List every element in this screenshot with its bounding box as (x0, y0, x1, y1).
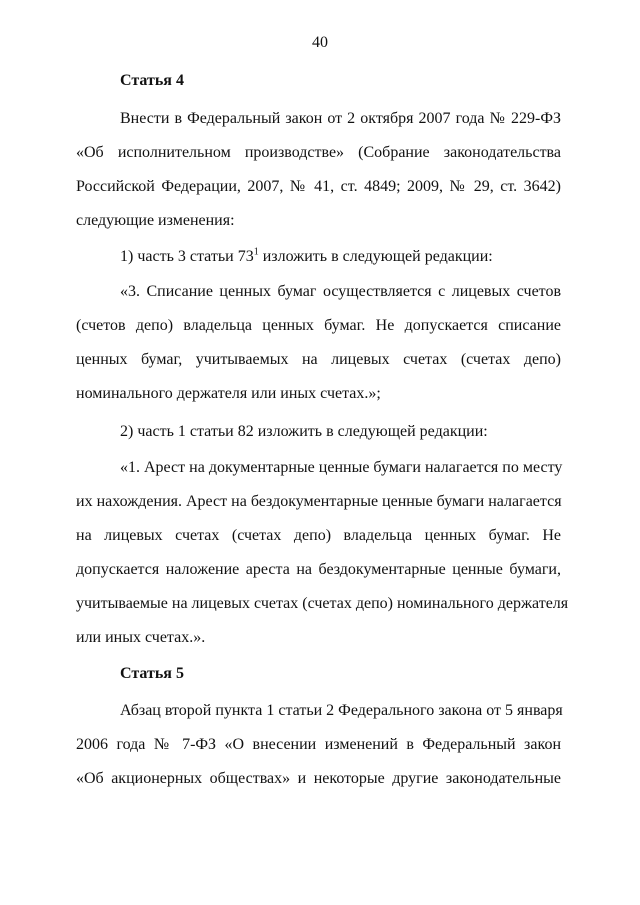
quote-line: учитываемые на лицевых счетах (счетах депо) номинального держателя (76, 595, 569, 612)
article-5-heading: Статья 5 (120, 665, 184, 682)
page-number: 40 (312, 34, 328, 51)
quote-line: «1. Арест на документарные ценные бумаги налагается по месту (120, 459, 563, 476)
paragraph-line: Абзац второй пункта 1 статьи 2 Федерального закона от 5 января (120, 702, 563, 719)
quote-line: их нахождения. Арест на бездокументарные ценные бумаги налагается (76, 493, 562, 510)
quote-line: номинального держателя или иных счетах.»; (76, 385, 381, 402)
item-1-text-end: изложить в следующей редакции: (258, 248, 493, 265)
article-4 (76, 64, 561, 98)
item-1-text: 1) часть 3 статьи 73 (120, 248, 254, 265)
article-4-item-1 (76, 240, 561, 274)
quote-line: «3. Списание ценных бумаг осуществляется с лицевых счетов (120, 283, 561, 300)
article-5-body (76, 694, 561, 796)
item-1-line (76, 240, 561, 274)
article-4-item-2 (76, 415, 561, 449)
quote-line: или иных счетах.». (76, 629, 206, 646)
article-5 (76, 657, 561, 691)
quote-line: ценных бумаг, учитываемых на лицевых счетах (счетах депо) (76, 351, 561, 368)
article-4-quote-2 (76, 451, 569, 655)
quote-line: на лицевых счетах (счетах депо) владельца ценных бумаг. Не (76, 527, 561, 544)
quote-line: (счетов депо) владельца ценных бумаг. Не допускается списание (76, 317, 561, 334)
paragraph-line: «Об исполнительном производстве» (Собрание законодательства (76, 144, 561, 161)
article-4-intro (76, 102, 561, 238)
quote-line: допускается наложение ареста на бездокументарные ценные бумаги, (76, 561, 561, 578)
article-4-quote-1 (76, 275, 561, 411)
article-4-heading: Статья 4 (120, 72, 184, 89)
paragraph-line: Российской Федерации, 2007, № 41, ст. 4849; 2009, № 29, ст. 3642) (76, 178, 561, 195)
paragraph-line: «Об акционерных обществах» и некоторые другие законодательные (76, 770, 561, 787)
item-2-line: 2) часть 1 статьи 82 изложить в следующей редакции: (120, 423, 488, 440)
paragraph-line: 2006 года № 7-ФЗ «О внесении изменений в Федеральный закон (76, 736, 561, 753)
paragraph-line: следующие изменения: (76, 212, 235, 229)
item-1-superscript: 1 (253, 246, 259, 258)
paragraph-line: Внести в Федеральный закон от 2 октября 2007 года № 229-ФЗ (120, 110, 561, 127)
